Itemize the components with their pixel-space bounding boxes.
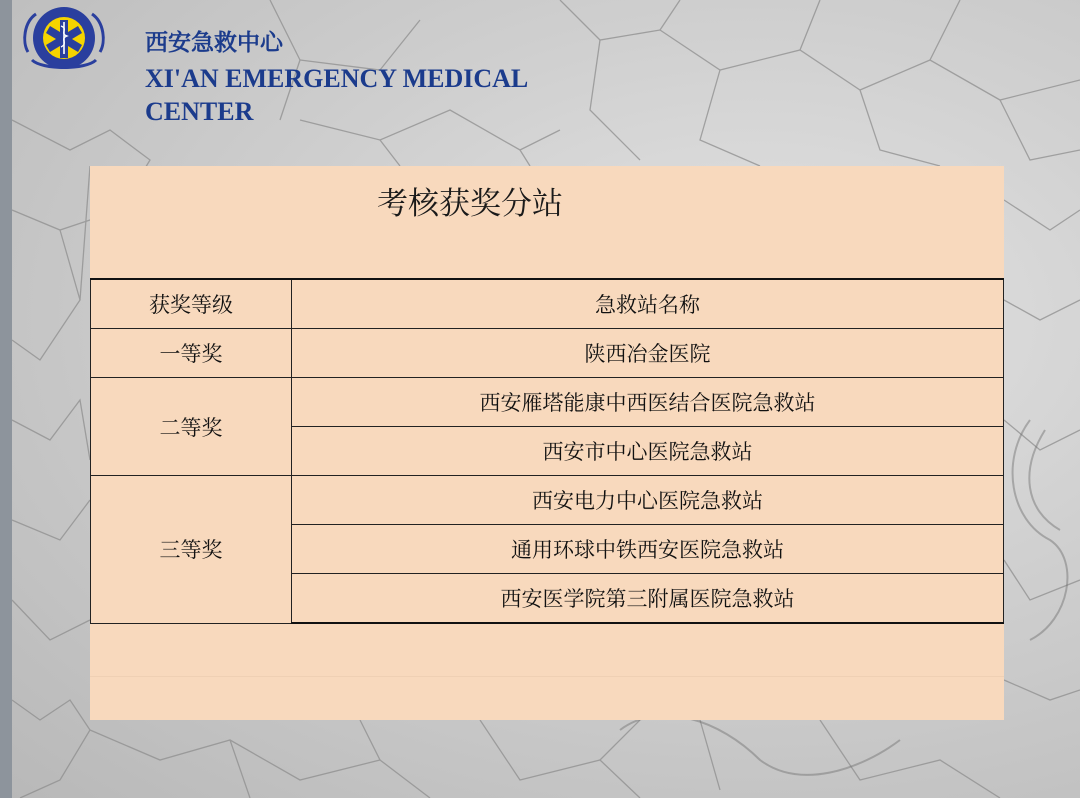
station-name: 西安医学院第三附属医院急救站 <box>292 574 1004 624</box>
award-table <box>90 278 1004 624</box>
award-level-first: 一等奖 <box>91 329 292 378</box>
emergency-center-logo <box>20 2 108 74</box>
station-name: 西安电力中心医院急救站 <box>292 476 1004 525</box>
left-edge-strip <box>0 0 12 798</box>
award-level-second: 二等奖 <box>91 378 292 476</box>
table-header-row <box>91 279 1004 329</box>
station-name: 西安市中心医院急救站 <box>292 427 1004 476</box>
panel-divider <box>90 676 1004 677</box>
station-name: 陕西冶金医院 <box>292 329 1004 378</box>
org-name-english: XI'AN EMERGENCY MEDICAL CENTER <box>145 64 527 126</box>
column-header-level: 获奖等级 <box>91 279 292 329</box>
panel-title: 考核获奖分站 <box>377 186 563 222</box>
table-row <box>91 329 1004 378</box>
column-header-station: 急救站名称 <box>292 279 1004 329</box>
org-name-chinese: 西安急救中心 <box>145 30 283 56</box>
station-name: 通用环球中铁西安医院急救站 <box>292 525 1004 574</box>
table-row <box>91 476 1004 525</box>
award-level-third: 三等奖 <box>91 476 292 624</box>
table-row <box>91 378 1004 427</box>
award-panel <box>90 166 1004 720</box>
station-name: 西安雁塔能康中西医结合医院急救站 <box>292 378 1004 427</box>
